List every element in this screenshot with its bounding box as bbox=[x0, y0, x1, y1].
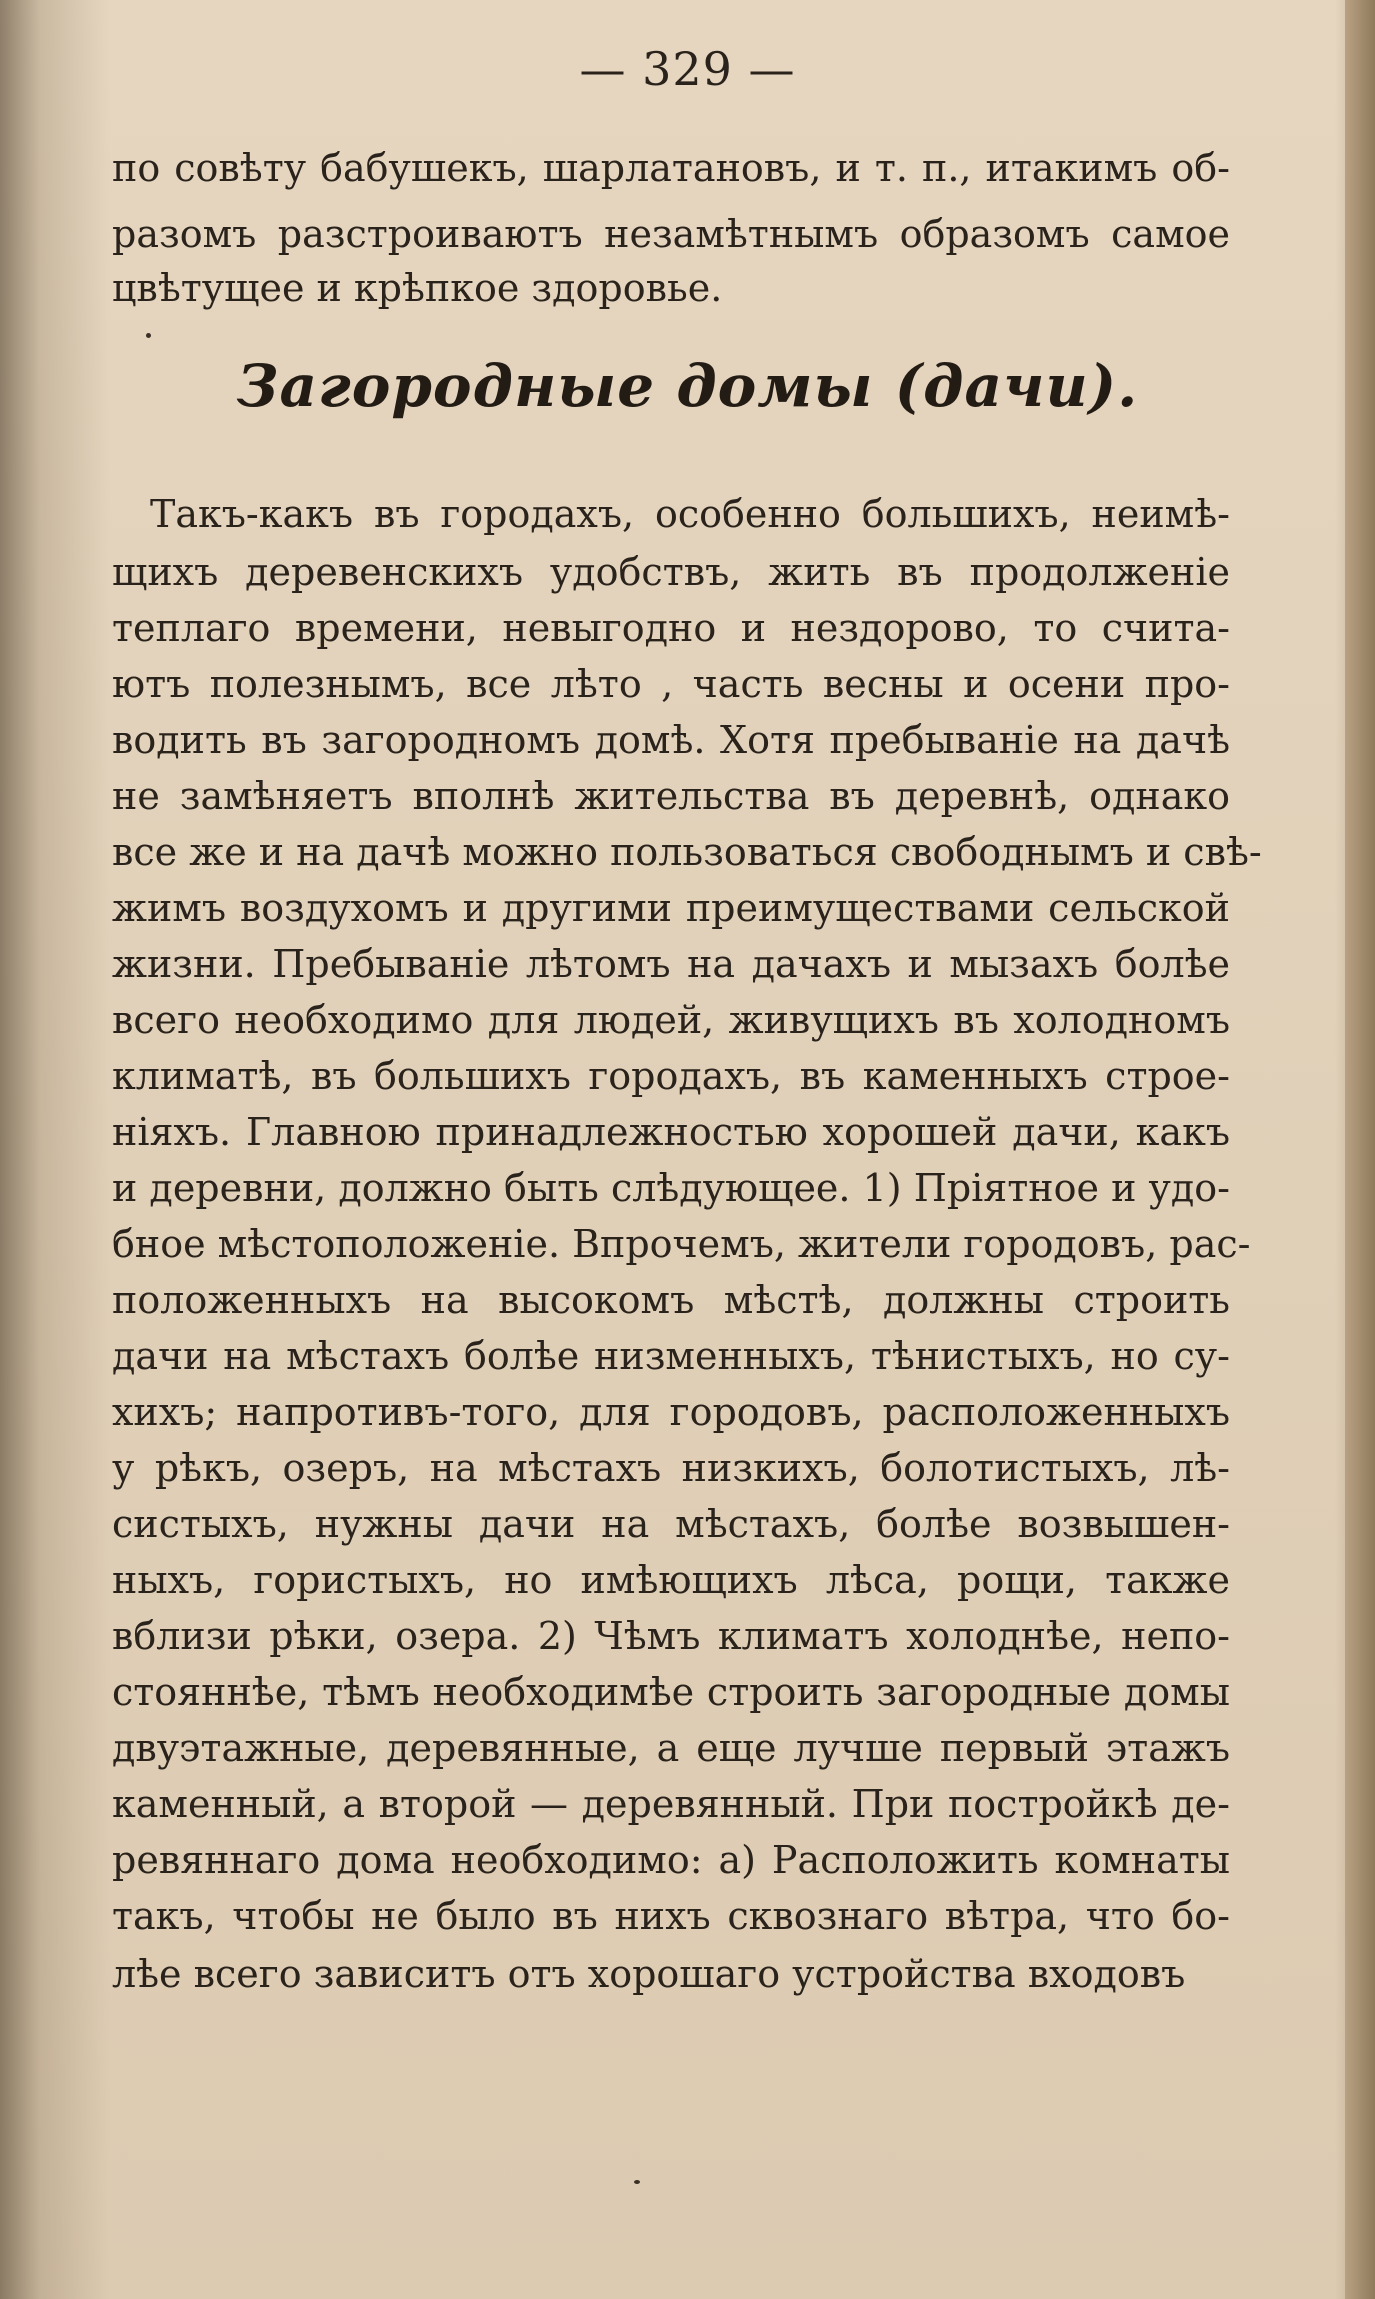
body-line: бное мѣстоположеніе. Впрочемъ, жители городовъ, рас- bbox=[112, 1222, 1251, 1266]
body-line: щихъ деревенскихъ удобствъ, жить въ продолженіе bbox=[112, 550, 1230, 594]
body-line: такъ, чтобы не было въ нихъ сквознаго вѣтра, что бо- bbox=[112, 1894, 1230, 1938]
ink-speck bbox=[634, 2180, 640, 2184]
intro-line: цвѣтущее и крѣпкое здоровье. bbox=[112, 266, 723, 310]
body-line: жимъ воздухомъ и другими преимуществами сельской bbox=[112, 886, 1230, 930]
body-line: ныхъ, гористыхъ, но имѣющихъ лѣса, рощи, также bbox=[112, 1558, 1230, 1602]
body-line: водить въ загородномъ домѣ. Хотя пребываніе на дачѣ bbox=[112, 718, 1230, 762]
body-line: жизни. Пребываніе лѣтомъ на дачахъ и мызахъ болѣе bbox=[112, 942, 1230, 986]
body-line: у рѣкъ, озеръ, на мѣстахъ низкихъ, болотистыхъ, лѣ- bbox=[112, 1446, 1230, 1490]
body-line: всего необходимо для людей, живущихъ въ холодномъ bbox=[112, 998, 1230, 1042]
body-line: ніяхъ. Главною принадлежностью хорошей дачи, какъ bbox=[112, 1110, 1230, 1154]
body-line: каменный, а второй — деревянный. При постройкѣ де- bbox=[112, 1782, 1230, 1826]
body-line: ютъ полезнымъ, все лѣто , часть весны и осени про- bbox=[112, 662, 1230, 706]
body-line: климатѣ, въ большихъ городахъ, въ каменныхъ строе- bbox=[112, 1054, 1230, 1098]
section-heading: Загородные домы (дачи). bbox=[236, 352, 1139, 420]
ink-speck bbox=[146, 333, 151, 338]
body-line: лѣе всего зависитъ отъ хорошаго устройства входовъ bbox=[112, 1952, 1186, 1996]
body-line: дачи на мѣстахъ болѣе низменныхъ, тѣнистыхъ, но су- bbox=[112, 1334, 1230, 1378]
body-line: вблизи рѣки, озера. 2) Чѣмъ климатъ холоднѣе, непо- bbox=[112, 1614, 1230, 1658]
page-number: — 329 — bbox=[579, 42, 796, 96]
body-line: теплаго времени, невыгодно и нездорово, то счита- bbox=[112, 606, 1230, 650]
body-line: Такъ-какъ въ городахъ, особенно большихъ, неимѣ- bbox=[150, 492, 1230, 536]
body-line: все же и на дачѣ можно пользоваться свободнымъ и свѣ- bbox=[112, 830, 1262, 874]
book-binding-edge bbox=[1345, 0, 1375, 2299]
body-line: ревяннаго дома необходимо: а) Расположить комнаты bbox=[112, 1838, 1230, 1882]
body-line: положенныхъ на высокомъ мѣстѣ, должны строить bbox=[112, 1278, 1230, 1322]
body-line: систыхъ, нужны дачи на мѣстахъ, болѣе возвышен- bbox=[112, 1502, 1230, 1546]
body-line: не замѣняетъ вполнѣ жительства въ деревнѣ, однако bbox=[112, 774, 1230, 818]
body-line: хихъ; напротивъ-того, для городовъ, расположенныхъ bbox=[112, 1390, 1230, 1434]
intro-line: по совѣту бабушекъ, шарлатановъ, и т. п., итакимъ об- bbox=[112, 146, 1230, 190]
body-line: и деревни, должно быть слѣдующее. 1) Пріятное и удо- bbox=[112, 1166, 1230, 1210]
body-line: двуэтажные, деревянные, а еще лучше первый этажъ bbox=[112, 1726, 1230, 1770]
intro-line: разомъ разстроиваютъ незамѣтнымъ образомъ самое bbox=[112, 212, 1230, 256]
body-line: стояннѣе, тѣмъ необходимѣе строить загородные домы bbox=[112, 1670, 1230, 1714]
